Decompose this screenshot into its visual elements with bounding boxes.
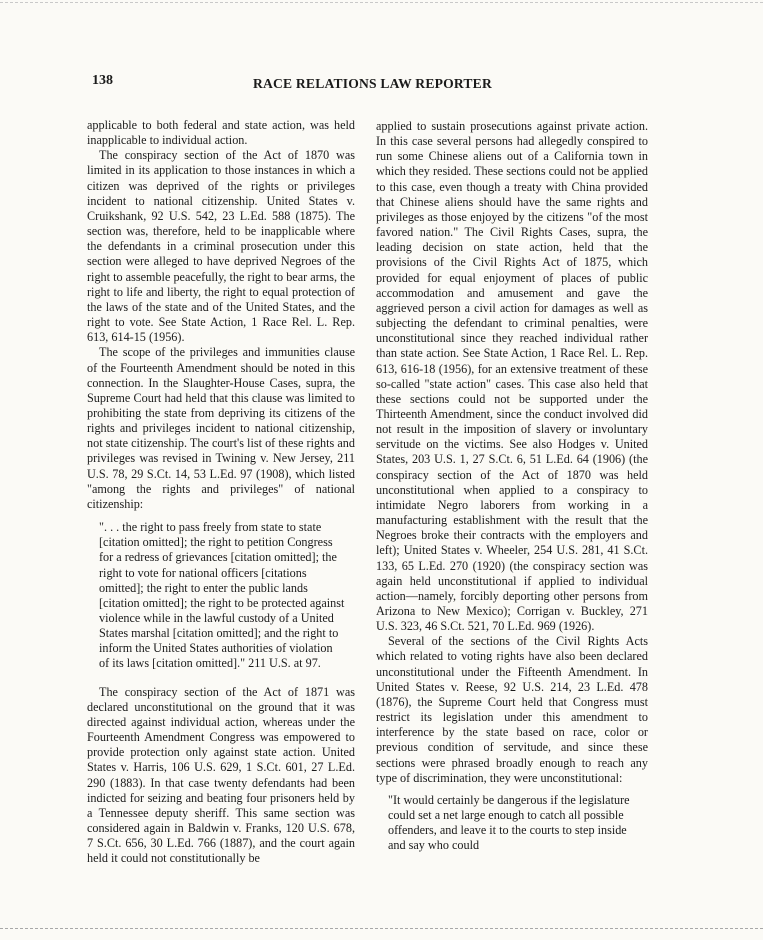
left-paragraph-1: applicable to both federal and state action, was held inapplicable to individual action. (87, 118, 355, 148)
page-number: 138 (92, 73, 113, 88)
running-head: RACE RELATIONS LAW REPORTER (253, 76, 492, 91)
reese-quote: "It would certainly be dangerous if the legislature could set a net large enough to catch all possible offenders, and leave it to the courts to step inside and say who could (388, 792, 630, 853)
scan-edge-top (0, 2, 763, 3)
right-paragraph-1: applied to sustain prosecutions against private action. In this case several persons had allegedly conspired to run some Chinese aliens out of a California town in which they resided. These sections could not be applied to this case, even though a treaty with China provided that Chinese aliens should have the same rights and privileges as those enjoyed by the citizens "of the most favored nation." The Civil Rights Cases, supra, the leading decision on state action, held that the provisions of the Civil Rights Act of 1875, which provided for equal enjoyment of places of public accommodation and amusement and gave the aggrieved person a civil action for damages as well as subjecting the defendant to criminal penalties, were unconstitutional since they reached individual rather than state action. See State Action, 1 Race Rel. L. Rep. 613, 616-18 (1956), for an extensive treatment of these so-called "state action" cases. This case also held that these sections could not be supported under the Thirteenth Amendment, since the conduct involved did not result in the imposition of slavery or involuntary servitude on the victims. See also Hodges v. United States, 203 U.S. 1, 27 S.Ct. 6, 51 L.Ed. 64 (1906) (the conspiracy section of the Act of 1870 was held unconstitutional when applied to a conspiracy to intimidate Negro laborers from working in a manufacturing establishment with the result that the Negroes broke their contracts with the employers and left); United States v. Wheeler, 254 U.S. 281, 41 S.Ct. 133, 65 L.Ed. 270 (1920) (the conspiracy section was again held unconstitutional if applied to individual action—namely, forcibly deporting other persons from Arizona to New Mexico); Corrigan v. Buckley, 271 U.S. 323, 46 S.Ct. 521, 70 L.Ed. 969 (1926). (376, 119, 648, 634)
scan-edge-bottom (0, 928, 763, 929)
left-paragraph-2: The conspiracy section of the Act of 1870 was limited in its application to those instances in which a citizen was deprived of the rights or privileges incident to national citizenship. United States v. Cruikshank, 92 U.S. 542, 23 L.Ed. 588 (1875). The section was, therefore, held to be inapplicable where the defendants in a criminal prosecution under this section were alleged to have deprived Negroes of the right to assemble peacefully, the right to bear arms, the right to life and liberty, the right to equal protection of the laws of the state and of the United States, and the right to vote. See State Action, 1 Race Rel. L. Rep. 613, 614-15 (1956). (87, 148, 355, 345)
left-paragraph-3: The scope of the privileges and immunities clause of the Fourteenth Amendment should be noted in this connection. In the Slaughter-House Cases, supra, the Supreme Court had held that this clause was limited to prohibiting the state from depriving its citizens of the rights and privileges incident to national citizenship, not state citizenship. The court's list of these rights and privileges was revised in Twining v. New Jersey, 211 U.S. 78, 29 S.Ct. 14, 53 L.Ed. 97 (1908), which listed "among the rights and privileges" of national citizenship: (87, 345, 355, 511)
twining-quote: ". . . the right to pass freely from state to state [citation omitted]; the right to petition Congress for a redress of grievances [citation omitted]; the right to vote for national officers [citations omitted]; the right to enter the public lands [citation omitted]; the right to be protected against violence while in the lawful custody of a United States marshal [citation omitted]; and the right to inform the United States authorities of violation of its laws [citation omitted]." 211 U.S. at 97. (99, 520, 345, 671)
right-column (376, 119, 648, 867)
left-column (87, 118, 355, 867)
left-paragraph-4: The conspiracy section of the Act of 1871 was declared unconstitutional on the ground that it was directed against individual action, whereas under the Fourteenth Amendment Congress was empowered to provide protection only against state action. United States v. Harris, 106 U.S. 629, 1 S.Ct. 601, 27 L.Ed. 290 (1883). In that case twenty defendants had been indicted for seizing and beating four prisoners held by a Tennessee deputy sheriff. This same section was considered again in Baldwin v. Franks, 120 U.S. 678, 7 S.Ct. 656, 30 L.Ed. 766 (1887), and the court again held it could not constitutionally be (87, 684, 355, 866)
right-paragraph-2: Several of the sections of the Civil Rights Acts which related to voting rights have also been declared unconstitutional under the Fifteenth Amendment. In United States v. Reese, 92 U.S. 214, 23 L.Ed. 478 (1876), the Supreme Court held that Congress must restrict its legislation under this amendment to interference by the state based on race, color or previous condition of servitude, and since these sections were phrased broadly enough to reach any type of discrimination, they were unconstitutional: (376, 634, 648, 785)
